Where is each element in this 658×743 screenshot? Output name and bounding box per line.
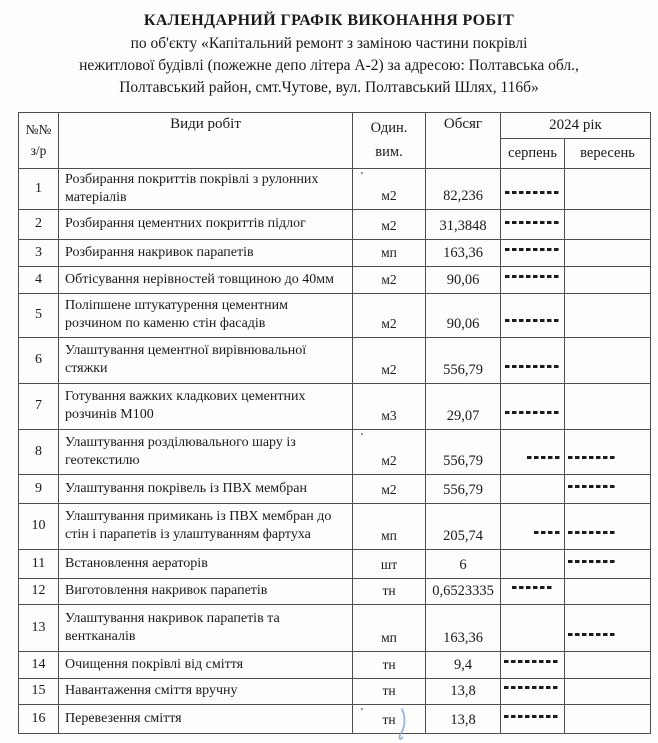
unit-value: тн (382, 682, 396, 698)
september-cell (565, 474, 651, 503)
work-description: Навантаження сміття вручну (59, 678, 353, 704)
row-number: 2 (19, 209, 59, 239)
work-description: Улаштування цементної вирівнювальної стяжки (59, 337, 353, 383)
header-work-types: Види робіт (59, 113, 353, 169)
volume-value: 556,79 (426, 429, 501, 474)
timeline-bar-august (512, 586, 554, 589)
timeline-bar-august (505, 275, 561, 278)
august-cell (501, 169, 565, 210)
scan-stray-mark: ’ (360, 170, 364, 182)
scan-stray-mark: ’ (360, 430, 364, 443)
september-cell (565, 337, 651, 383)
august-cell (501, 383, 565, 429)
unit-value: м2 (381, 271, 397, 287)
unit-value: м2 (381, 481, 397, 497)
header-unit-line1: Один. (370, 120, 408, 137)
unit-value: тн (382, 656, 396, 672)
unit-value: м2 (381, 187, 397, 203)
august-cell (501, 293, 565, 337)
august-cell (501, 578, 565, 604)
volume-value: 31,3848 (426, 209, 501, 239)
august-cell (501, 704, 565, 733)
table-row (19, 239, 651, 266)
august-cell (501, 651, 565, 678)
september-cell (565, 549, 651, 578)
header-row-number-line2: з/р (30, 142, 47, 158)
timeline-bar-august (505, 191, 561, 194)
unit-value: тн (382, 582, 396, 598)
table-row (19, 474, 651, 503)
volume-value: 0,6523335 (426, 578, 501, 604)
row-number: 12 (19, 578, 59, 604)
september-cell (565, 651, 651, 678)
row-number: 8 (19, 429, 59, 474)
work-description: Улаштування примикань із ПВХ мембран до стін і парапетів із улаштуванням фартуха (59, 503, 353, 549)
work-description: Розбирання покриттів покрівлі з рулонних матеріалів (59, 169, 353, 210)
work-description: Перевезення сміття (59, 704, 353, 733)
volume-value: 29,07 (426, 383, 501, 429)
work-description: Улаштування розділювального шару із геотекстилю (59, 429, 353, 474)
unit-of-measure (353, 578, 426, 604)
august-cell (501, 429, 565, 474)
page-title: КАЛЕНДАРНИЙ ГРАФІК ВИКОНАННЯ РОБІТ (143, 12, 515, 29)
september-cell (565, 383, 651, 429)
row-number: 10 (19, 503, 59, 549)
august-cell (501, 239, 565, 266)
volume-value: 205,74 (426, 503, 501, 549)
subtitle-line-2: нежитлової будівлі (пожежне депо літера А-2) за адресою: Полтавська обл., (79, 57, 579, 74)
volume-value: 9,4 (426, 651, 501, 678)
header-row-number (19, 113, 59, 169)
timeline-bar-august (505, 248, 561, 251)
work-description: Розбирання накривок парапетів (59, 239, 353, 266)
unit-of-measure (353, 239, 426, 266)
work-description: Очищення покрівлі від сміття (59, 651, 353, 678)
table-row (19, 549, 651, 578)
work-table-rows (19, 169, 651, 734)
timeline-bar-august (527, 456, 562, 459)
august-cell (501, 337, 565, 383)
unit-of-measure (353, 383, 426, 429)
unit-of-measure (353, 704, 426, 733)
september-cell (565, 704, 651, 733)
row-number: 5 (19, 293, 59, 337)
unit-value: м2 (381, 315, 397, 331)
unit-of-measure (353, 503, 426, 549)
table-row (19, 429, 651, 474)
pen-stroke-path (399, 709, 404, 739)
volume-value: 556,79 (426, 337, 501, 383)
table-row (19, 604, 651, 651)
august-cell (501, 209, 565, 239)
table-row (19, 678, 651, 704)
unit-value: мп (381, 244, 397, 260)
unit-of-measure (353, 651, 426, 678)
timeline-bar-september (568, 560, 617, 563)
volume-value: 163,36 (426, 604, 501, 651)
unit-of-measure (353, 549, 426, 578)
header-row-number-line1: №№ (25, 121, 52, 137)
work-description: Обтісування нерівностей товщиною до 40мм (59, 266, 353, 293)
row-number: 6 (19, 337, 59, 383)
unit-of-measure (353, 474, 426, 503)
september-cell (565, 266, 651, 293)
september-cell (565, 578, 651, 604)
row-number: 7 (19, 383, 59, 429)
subtitle-line-3: Полтавський район, смт.Чутове, вул. Полтавський Шлях, 116б» (119, 79, 539, 96)
unit-of-measure (353, 604, 426, 651)
row-number: 4 (19, 266, 59, 293)
table-row (19, 651, 651, 678)
september-cell (565, 503, 651, 549)
september-cell (565, 429, 651, 474)
scan-stray-mark: ’ (360, 705, 364, 718)
unit-value: м3 (381, 407, 397, 423)
unit-of-measure (353, 337, 426, 383)
volume-value: 163,36 (426, 239, 501, 266)
unit-value: мп (381, 527, 397, 543)
volume-value: 90,06 (426, 293, 501, 337)
september-cell (565, 678, 651, 704)
work-schedule-table (18, 112, 651, 734)
september-cell (565, 209, 651, 239)
table-row (19, 503, 651, 549)
volume-value: 82,236 (426, 169, 501, 210)
august-cell (501, 474, 565, 503)
table-row (19, 209, 651, 239)
header-unit (353, 113, 426, 169)
september-cell (565, 239, 651, 266)
header-unit-line2: вим. (375, 143, 403, 160)
header-month-september: вересень (565, 139, 651, 169)
august-cell (501, 503, 565, 549)
table-row (19, 266, 651, 293)
unit-value: м2 (381, 217, 397, 233)
september-cell (565, 293, 651, 337)
work-description: Поліпшене штукатурення цементним розчином по каменю стін фасадів (59, 293, 353, 337)
unit-value: м2 (381, 361, 397, 377)
timeline-bar-september (568, 485, 617, 488)
timeline-bar-august (504, 715, 560, 718)
august-cell (501, 604, 565, 651)
table-row (19, 704, 651, 733)
timeline-bar-august (504, 686, 560, 689)
timeline-bar-august (504, 660, 560, 663)
unit-of-measure (353, 266, 426, 293)
table-row (19, 169, 651, 210)
work-description: Улаштування накривок парапетів та вентканалів (59, 604, 353, 651)
volume-value: 556,79 (426, 474, 501, 503)
table-row (19, 383, 651, 429)
august-cell (501, 266, 565, 293)
timeline-bar-september (568, 531, 617, 534)
header-volume: Обсяг (426, 113, 501, 169)
table-row (19, 578, 651, 604)
work-description: Улаштування покрівель із ПВХ мембран (59, 474, 353, 503)
timeline-bar-september (568, 456, 617, 459)
volume-value: 6 (426, 549, 501, 578)
work-description: Готування важких кладкових цементних розчинів М100 (59, 383, 353, 429)
volume-value: 13,8 (426, 678, 501, 704)
table-row (19, 337, 651, 383)
row-number: 15 (19, 678, 59, 704)
row-number: 14 (19, 651, 59, 678)
volume-value: 13,8 (426, 704, 501, 733)
unit-value: м2 (381, 452, 397, 468)
august-cell (501, 549, 565, 578)
september-cell (565, 604, 651, 651)
row-number: 16 (19, 704, 59, 733)
timeline-bar-september (568, 633, 617, 636)
unit-of-measure (353, 169, 426, 210)
row-number: 3 (19, 239, 59, 266)
row-number: 13 (19, 604, 59, 651)
unit-of-measure (353, 678, 426, 704)
unit-of-measure (353, 209, 426, 239)
row-number: 9 (19, 474, 59, 503)
work-description: Розбирання цементних покриттів підлог (59, 209, 353, 239)
august-cell (501, 678, 565, 704)
timeline-bar-august (505, 365, 561, 368)
work-description: Виготовлення накривок парапетів (59, 578, 353, 604)
unit-of-measure (353, 429, 426, 474)
pen-stroke-artifact (390, 706, 414, 743)
timeline-bar-august (505, 411, 561, 414)
unit-of-measure (353, 293, 426, 337)
unit-value: тн (382, 711, 396, 727)
september-cell (565, 169, 651, 210)
row-number: 11 (19, 549, 59, 578)
header-year: 2024 рік (501, 113, 651, 139)
timeline-bar-august (505, 319, 561, 322)
volume-value: 90,06 (426, 266, 501, 293)
work-description: Встановлення аераторів (59, 549, 353, 578)
unit-value: шт (380, 556, 398, 572)
timeline-bar-august (534, 531, 562, 534)
subtitle-line-1: по об'єкту «Капітальний ремонт з заміною частини покрівлі (130, 35, 528, 52)
timeline-bar-august (505, 221, 561, 224)
unit-value: мп (381, 629, 397, 645)
table-row (19, 293, 651, 337)
header-row-top (19, 113, 651, 139)
header-month-august: серпень (501, 139, 565, 169)
row-number: 1 (19, 169, 59, 210)
